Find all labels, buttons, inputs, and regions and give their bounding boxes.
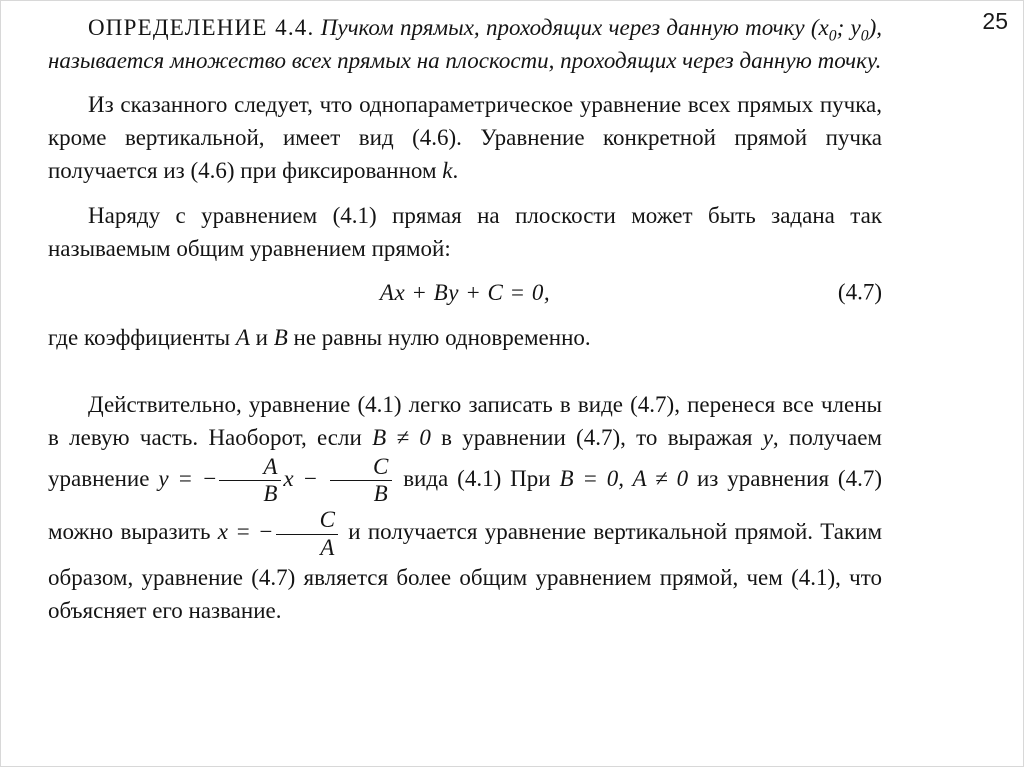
discussion-paragraph [48,388,882,627]
definition-text-2: ; y [836,15,861,40]
content-area [48,11,882,638]
math-y-equals-minus: y = − [158,466,218,492]
discussion-text-3: , получаем уравнение [48,425,882,492]
fraction-numerator: C [319,507,335,533]
displayed-equation-4-7 [48,276,882,309]
x-subscript: 0 [828,27,837,45]
definition-label: ОПРЕДЕЛЕНИЕ 4.4. [88,15,315,40]
sheaf-period: . [452,158,459,184]
general-equation-paragraph [48,199,882,265]
variable-a: A [235,324,250,350]
coefficients-paragraph [48,321,882,354]
fraction-denominator: A [276,534,338,561]
math-x-minus: x − [283,466,327,492]
sheaf-text: Из сказанного следует, что однопараметрическое уравнение всех прямых пучка, кроме вертикальной, имеет вид (4.6). Уравнение конкретной прямой пучка получается из (4.6) при фиксированном [48,92,882,184]
fraction-denominator: B [330,480,392,507]
discussion-text-2: в уравнении (4.7), то выражая [430,425,763,451]
definition-text-3: ), называется множество всех прямых на плоскости, проходящих через данную точку. [48,15,882,74]
y-subscript: 0 [860,27,869,45]
math-x-equals-minus: x = − [217,519,274,545]
page-number: 25 [982,8,1008,34]
discussion-text-1: Действительно, уравнение (4.1) легко записать в виде (4.7), перенеся все члены в левую часть. Наоборот, если [48,391,882,451]
fraction-denominator: B [219,480,281,507]
fraction-c-over-a [276,507,339,560]
definition-text-1: Пучком прямых, проходящих через данную точку (x [314,15,829,40]
math-b-neq-0: B ≠ 0 [372,425,431,451]
variable-k: k [442,158,453,184]
coeffs-text-1: где коэффициенты [48,324,236,350]
fraction-numerator: C [372,454,389,480]
equation-formula: Ax + By + C = 0, [379,279,551,305]
variable-y: y [762,425,773,451]
sheaf-paragraph [48,88,882,187]
math-b-0-a-neq-0: B = 0, A ≠ 0 [559,466,689,492]
fraction-numerator: A [263,454,278,480]
discussion-text-4: вида (4.1) При [394,466,560,492]
fraction-a-over-b [219,454,281,507]
fraction-c-over-b [329,454,392,507]
general-equation-text: Наряду с уравнением (4.1) прямая на плоскости может быть задана так называемым общим уравнением прямой: [48,202,882,261]
coeffs-text-2: и [249,324,274,350]
definition-paragraph [48,11,882,77]
variable-b: B [273,324,288,350]
discussion-text-6: и получается уравнение вертикальной прямой. Таким образом, уравнение (4.7) является более общим уравнением прямой, чем (4.1), что объясняет его название. [48,519,883,623]
discussion-text-5: из уравнения (4.7) можно выразить [48,466,883,545]
coeffs-text-3: не равны нулю одновременно. [287,324,591,350]
equation-number: (4.7) [837,279,882,305]
